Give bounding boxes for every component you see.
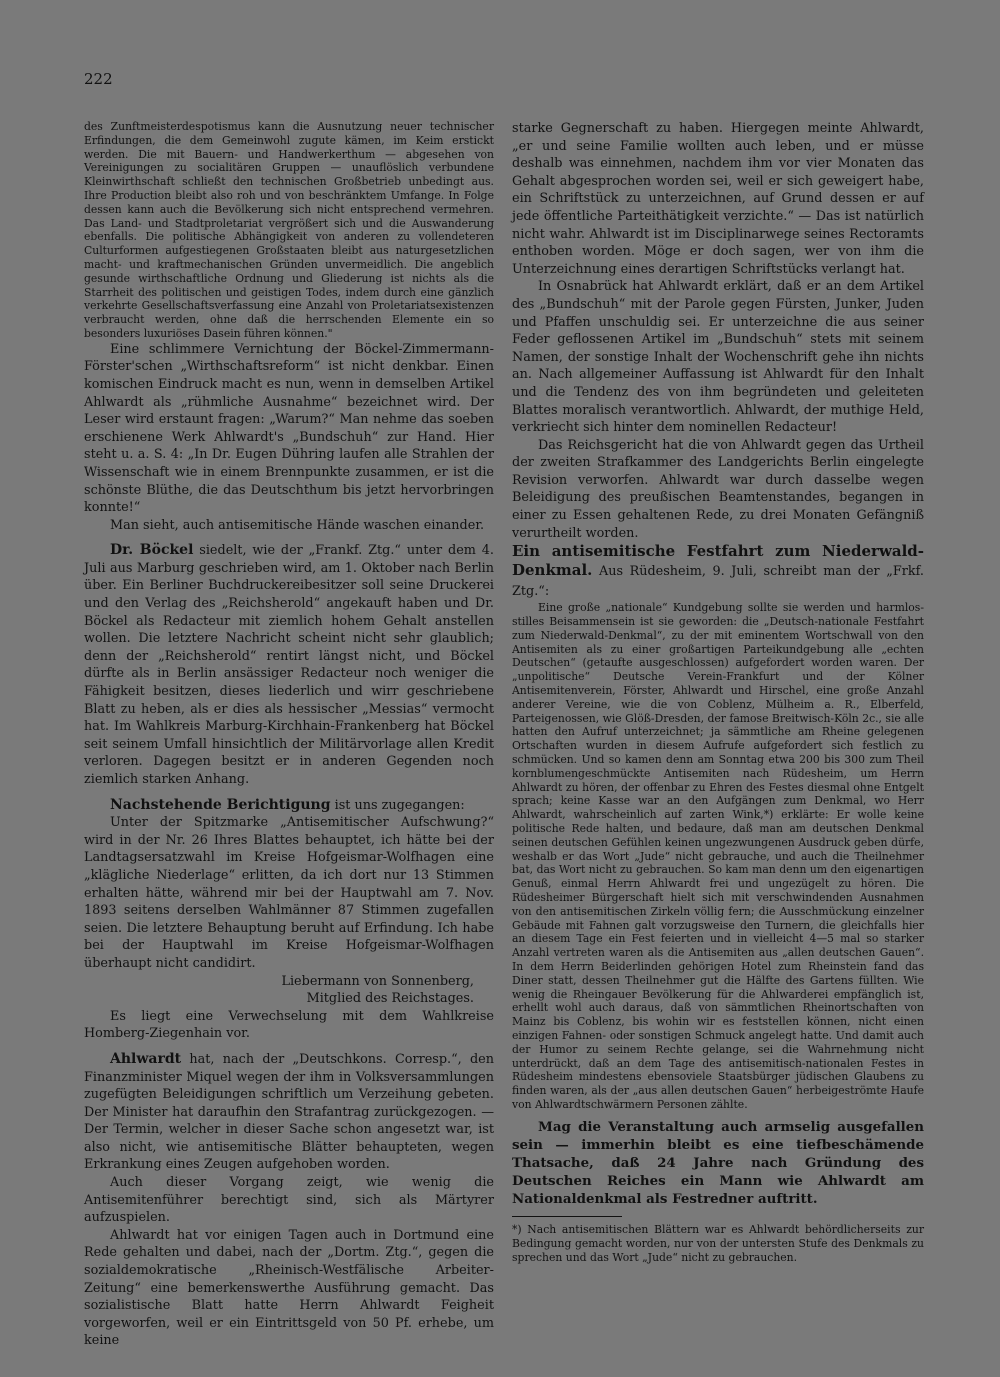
footnote-divider <box>512 1216 622 1217</box>
paragraph: Auch dieser Vorgang zeigt, wie wenig die Antisemitenführer berechtigt sind, sich als Märtyrer aufzuspielen. <box>84 1175 494 1226</box>
paragraph: Man sieht, auch antisemitische Hände waschen einander. <box>110 517 485 533</box>
paragraph: Eine große „nationale“ Kundgebung sollte sie werden und harmlos-stilles Beisammensein ist sie geworden: die „Deutsch-nationale Festfahrt zum Niederwald-Denkmal“, zu der mit eminentem Wortschwall von den Antisemiten als zu einer großartigen Parteikundgebung alle „echten Deutschen“ (getaufte ausgeschlossen) aufgefordert worden waren. Der „unpolitische“ Deutsche Verein-Frankfurt und der Kölner Antisemitenverein, Förster, Ahlwardt und Hirschel, eine große Anzahl anderer Vereine, wie die von Coblenz, Mülheim a. R., Elberfeld, Parteigenossen, wie Glöß-Dresden, der famose Breitwisch-Köln 2c., sie alle hatten den Aufruf unterzeichnet; ja sämmtliche am Rheine gelegenen Ortschaften wurden in diesem Aufrufe aufgefordert sich festlich zu schmücken. Und so kamen denn am Sonntag etwa 200 bis 300 zum Theil kornblumengeschmückte Antisemiten nach Rüdesheim, um Herrn Ahlwardt zu hören, der offenbar zu Ehren des Festes diesmal ohne Entgelt sprach; keine Kasse war an den Aufgängen zum Denkmal, wo Herr Ahlwardt, wahrscheinlich auf zarten Wink,*) erklärte: Er wolle keine politische Rede halten, und bedaure, daß man am deutschen Denkmal seinen deutschen Gefühlen keinen ungezwungenen Ausdruck geben dürfe, weshalb er das Wort „Jude“ nicht gebrauche, und auch die Theilnehmer bat, das Wort nicht zu gebrauchen. So kam man denn um den eigenartigen Genuß, einmal Herrn Ahlwardt frei und ungezügelt zu hören. Die Rüdesheimer Bürgerschaft hielt sich mit verschwindenden Ausnahmen von den antisemitischen Zirkeln völlig fern; die Ausschmückung einzelner Gebäude mit Fahnen galt vorzugsweise den Turnern, die gleichfalls hier an diesem Tage ein Fest feierten und in vielleicht 4—5 mal so starker Anzahl vertreten waren als die Antisemiten aus „allen deutschen Gauen“. In dem Herrn Beiderlinden gehörigen Hotel zum Rheinstein fand das Diner statt, dessen Theilnehmer gut die Hälfte des Gartens füllten. Wie wenig die Rheingauer Bevölkerung für die Ahlwarderei empfänglich ist, erhellt wohl auch daraus, daß von sämmtlichen Rheinortschaften von Mainz bis Coblenz, bis wohin wir es feststellen können, nicht einen einzigen Fahnen- oder sonstigen Schmuck angelegt hatte. Und damit auch der Humor zu seinem Rechte gelange, sei die Wahrnehmung nicht unterdrückt, daß an dem Tage des antisemitisch-nationalen Festes in Rüdesheim mindestens ebensoviele Staatsbürger jüdischen Glaubens zu finden waren, als der „aus allen deutschen Gauen“ herbeigeströmte Haufe von Ahlwardtschwärmern Personen zählte. <box>512 601 924 1111</box>
paragraph-text: siedelt, wie der „Frankf. Ztg.“ unter dem 4. Juli aus Marburg geschrieben wird, am 1. Oktober nach Berlin über. Ein Berliner Buchdruckereibesitzer soll seine Druckerei und den Verlag des „Reichsherold“ angekauft haben und Dr. Böckel als Redacteur mit ziemlich hohem Gehalt anstellen wollen. Die letztere Nachricht scheint nicht sehr glaublich; denn der „Reichsherold“ rentirt längst nicht, und Böckel dürfte als in Berlin ansässiger Redacteur noch weniger die Fähigkeit besitzen, dieses liederlich und wirr geschriebene Blatt zu heben, als er dies als hessischer „Messias“ vermocht hat. Im Wahlkreis Marburg-Kirchhain-Frankenberg hat Böckel seit seinem Umfall hinsichtlich der Militärvorlage allen Kredit verloren. Dagegen besitzt er in anderen Gegenden noch ziemlich starken Anhang. <box>84 543 494 787</box>
signature-name: Liebermann von Sonnenberg, <box>281 973 474 989</box>
paragraph: Mag die Veranstaltung auch armselig ausgefallen sein — immerhin bleibt es eine tiefbeschämende Thatsache, daß 24 Jahre nach Gründung des Deutschen Reiches ein Mann wie Ahlwardt am Nationaldenkmal als Festredner auftritt. <box>512 1118 924 1207</box>
page-number: 222 <box>84 70 113 88</box>
headline-title: Ein antisemitische Festfahrt zum Niederwald-Denkmal. <box>512 542 924 580</box>
signature-title: Mitglied des Reichstages. <box>306 991 474 1007</box>
paragraph <box>84 797 494 815</box>
paragraph <box>84 542 494 788</box>
paragraph: Eine schlimmere Vernichtung der Böckel-Zimmermann-Förster'schen „Wirthschaftsreform“ ist nicht denkbar. Einen komischen Eindruck macht es nun, wenn in demselben Artikel Ahlwardt als „rühmliche Ausnahme“ bezeichnet wird. Der Leser wird erstaunt fragen: „Warum?“ Man nehme das soeben erschienene Werk Ahlwardt's „Bundschuh“ zur Hand. Hier steht u. a. S. 4: „In Dr. Eugen Dühring laufen alle Strahlen der Wissenschaft wie in einem Brennpunkte zusammen, er ist die schönste Blüthe, die das Deutschthum bis jetzt hervorbringen konnte!“ <box>84 341 494 516</box>
paragraph-lead: Ahlwardt <box>110 1050 182 1067</box>
paragraph-text: ist uns zugegangen: <box>330 797 465 813</box>
footnote: *) Nach antisemitischen Blättern war es Ahlwardt behördlicherseits zur Bedingung gemacht worden, nur von der untersten Stufe des Denkmals zu sprechen und das Wort „Jude“ nicht zu gebrauchen. <box>512 1222 924 1264</box>
paragraph: starke Gegnerschaft zu haben. Hiergegen meinte Ahlwardt, „er und seine Familie wollten auch leben, und er müsse deshalb was einnehmen, nachdem ihm vor vier Monaten das Gehalt abgesprochen worden sei, weil er sich geweigert habe, ein Schriftstück zu unterzeichnen, auf Grund dessen er auf jede öffentliche Parteithätigkeit verzichte.“ — Das ist natürlich nicht wahr. Ahlwardt ist im Disciplinarwege seines Rectoramts enthoben worden. Möge er doch sagen, wer von ihm die Unterzeichnung eines derartigen Schriftstücks verlangt hat. <box>512 121 924 277</box>
dateline: Aus Rüdesheim, 9. Juli, schreibt man der „Frkf. Ztg.“: <box>512 564 924 600</box>
paragraph: Es liegt eine Verwechselung mit dem Wahlkreise Homberg-Ziegenhain vor. <box>84 1008 494 1042</box>
right-column <box>512 120 924 1265</box>
paragraph <box>84 1051 494 1174</box>
signature <box>84 973 494 1008</box>
paragraph: Das Reichsgericht hat die von Ahlwardt gegen das Urtheil der zweiten Strafkammer des Landgerichts Berlin eingelegte Revision verworfen. Ahlwardt war durch dasselbe wegen Beleidigung des preußischen Beamtenstandes, begangen in einer zu Essen gehaltenen Rede, zu drei Monaten Gefängniß verurtheilt worden. <box>512 437 924 541</box>
paragraph: Unter der Spitzmarke „Antisemitischer Aufschwung?“ wird in der Nr. 26 Ihres Blattes behauptet, ich hätte bei der Landtagsersatzwahl im Kreise Hofgeismar-Wolfhagen eine „klägliche Niederlage“ erlitten, da ich dort nur 13 Stimmen erhalten hätte, während mir bei der Hauptwahl am 7. Nov. 1893 seitens derselben Wahlmänner 87 Stimmen zugefallen seien. Die letztere Behauptung beruht auf Erfindung. Ich habe bei der Hauptwahl im Kreise Hofgeismar-Wolfhagen überhaupt nicht candidirt. <box>84 815 494 971</box>
paragraph-text: hat, nach der „Deutschkons. Corresp.“, den Finanzminister Miquel wegen der ihm in Volksversammlungen zugefügten Beleidigungen schriftlich um Verzeihung gebeten. Der Minister hat daraufhin den Strafantrag zurückgezogen. — Der Termin, welcher in dieser Sache schon angesetzt war, ist also nicht, wie antisemitische Blätter behaupteten, wegen Erkrankung eines Zeugen aufgehoben worden. <box>84 1051 494 1173</box>
paragraph: In Osnabrück hat Ahlwardt erklärt, daß er an dem Artikel des „Bundschuh“ mit der Parole gegen Fürsten, Junker, Juden und Pfaffen unschuldig sei. Er unterzeichne die aus seiner Feder geflossenen Artikel im „Bundschuh“ stets mit seinem Namen, der sonstige Inhalt der Wochenschrift gehe ihn nichts an. Nach allgemeiner Auffassung ist Ahlwardt für den Inhalt und die Tendenz des von ihm begründeten und geleiteten Blattes moralisch verantwortlich. Ahlwardt, der muthige Held, verkriecht sich hinter dem nominellen Redacteur! <box>512 279 924 436</box>
paragraph: des Zunftmeisterdespotismus kann die Ausnutzung neuer technischer Erfindungen, die dem Gemeinwohl zugute kämen, im Keim erstickt werden. Die mit Bauern- und Handwerkerthum — abgesehen von Vereinigungen zu socialitären Gruppen — unauflöslich verbundene Kleinwirthschaft schließt den technischen Großbetrieb unbedingt aus. Ihre Production bleibt also roh und von beschränktem Umfange. In Folge dessen kann auch die Bevölkerung sich nicht entsprechend vermehren. Das Land- und Stadtproletariat vergrößert sich und die Auswanderung ebenfalls. Die politische Abhängigkeit von anderen zu vollendeteren Culturformen aufgestiegenen Großstaaten bleibt aus naturgesetzlichen macht- und kraftmechanischen Gründen unvermeidlich. Die angeblich gesunde wirthschaftliche Ordnung und Gliederung ist nichts als die Starrheit des politischen und geistigen Todes, indem durch eine gänzlich verkehrte Gesellschaftsverfassung eine Anzahl von Proletariatsexistenzen verbraucht werden, ohne daß die herrschenden Elemente ein so besonders luxuriöses Dasein führen können." <box>84 120 494 340</box>
article-headline <box>512 542 924 601</box>
paragraph: Ahlwardt hat vor einigen Tagen auch in Dortmund eine Rede gehalten und dabei, nach der „Dortm. Ztg.“, gegen die sozialdemokratische „Rheinisch-Westfälische Arbeiter-Zeitung“ eine bemerkenswerthe Ausführung gemacht. Das sozialistische Blatt hatte Herrn Ahlwardt Feigheit vorgeworfen, weil er ein Eintrittsgeld von 50 Pf. erhebe, um keine <box>84 1227 494 1349</box>
paragraph-lead: Dr. Böckel <box>110 542 194 559</box>
paragraph-lead: Nachstehende Berichtigung <box>110 796 331 813</box>
left-column <box>84 120 494 1350</box>
